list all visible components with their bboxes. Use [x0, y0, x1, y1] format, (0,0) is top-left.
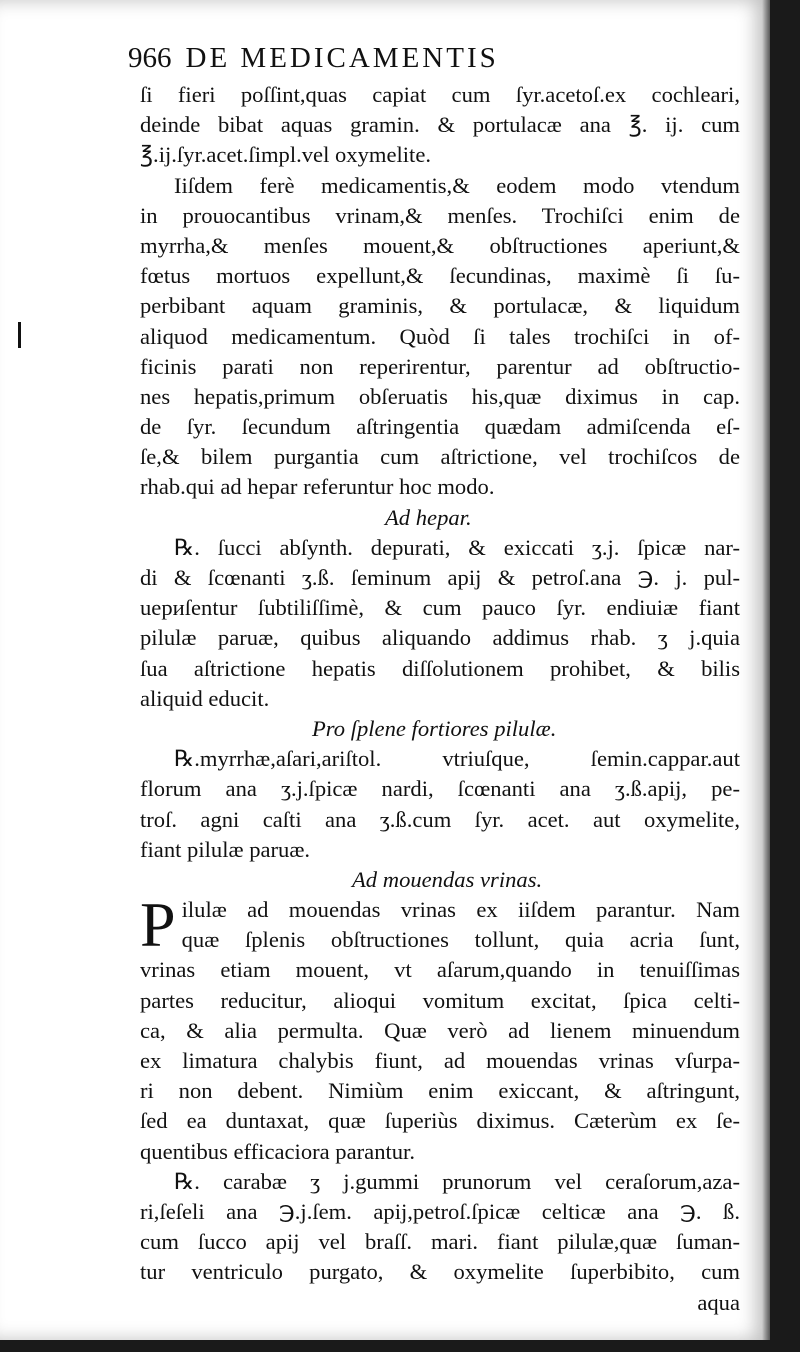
text-line: ℞. ſucci abſynth. depurati, & exiccati ʒ.j. ſpicæ nar- — [174, 534, 740, 560]
text-line: fœtus mortuos expellunt,& ſecundinas, maximè ſi ſu- — [140, 263, 740, 289]
text-line: pilulæ paruæ, quibus aliquando addimus rhab. ʒ j.quia — [140, 625, 740, 651]
text-line: perbibant aquam graminis, & portulacæ, & liquidum — [140, 293, 740, 319]
text-line: ſua aſtrictione hepatis diſſolutionem prohibet, & bilis — [140, 655, 740, 681]
text-line: ſe,& bilem purgantia cum aſtrictione, vel trochiſcos de — [140, 444, 740, 470]
text-line: ſi fieri poſſint,quas capiat cum ſyr.acetoſ.ex cochleari, — [140, 82, 740, 107]
text-line: ri,ſeſeli ana ℈.j.ſem. apij,petroſ.ſpicæ celticæ ana ℈. ß. — [140, 1198, 740, 1224]
text-line: uериſentur ſubtiliſſimè, & cum pauco ſyr. endiuiæ fiant — [140, 595, 740, 621]
text-line: cum ſucco apij vel braſſ. mari. fiant pilulæ,quæ ſuman- — [140, 1229, 740, 1255]
text-line: ℞. carabæ ʒ j.gummi prunorum vel ceraſorum,aza- — [174, 1168, 740, 1194]
text-line: rhab.qui ad hepar referuntur hoc modo. — [140, 474, 495, 500]
running-header — [128, 42, 688, 75]
catchword: aqua — [697, 1289, 740, 1315]
text-line: de ſyr. ſecundum aſtringentia quædam admiſcenda eſ- — [140, 414, 740, 440]
body-text — [140, 80, 740, 1318]
text-line: aliquid educit. — [140, 685, 270, 711]
section-heading: Ad mouendas vrinas. — [352, 866, 543, 892]
text-line: ilulæ ad mouendas vrinas ex iiſdem parantur. Nam — [181, 897, 740, 923]
text-line: ca, & alia permulta. Quæ verò ad lienem minuendum — [140, 1017, 740, 1043]
dropcap-paragraph — [140, 889, 740, 961]
section-heading: Ad hepar. — [385, 504, 472, 530]
text-line: myrrha,& menſes mouent,& obſtructiones aperiunt,& — [140, 232, 740, 258]
text-line: deinde bibat aquas gramin. & portulacæ ana ℥. ij. cum — [140, 112, 740, 138]
text-line: ſed ea duntaxat, quæ ſuperiùs diximus. Cæterùm ex ſe- — [140, 1108, 740, 1134]
text-line: ri non debent. Nimiùm enim exiccant, & aſtringunt, — [140, 1078, 740, 1104]
text-line: fiant pilulæ paruæ. — [140, 836, 311, 862]
text-line: ℥.ij.ſyr.acet.ſimpl.vel oxymelite. — [140, 142, 432, 168]
text-line: Iiſdem ferè medicamentis,& eodem modo vtendum — [174, 172, 740, 198]
page-number: 966 — [128, 42, 172, 74]
text-line: ℞.myrrhæ,aſari,ariſtol. vtriuſque, ſemin.cappar.aut — [174, 746, 740, 772]
text-line: florum ana ʒ.j.ſpicæ nardi, ſcœnanti ana ʒ.ß.apij, pe- — [140, 776, 740, 802]
margin-mark — [18, 322, 21, 348]
text-line: aliquod medicamentum. Quòd ſi tales trochiſci in of- — [140, 323, 740, 349]
text-line: partes reducitur, alioqui vomitum excitat, ſpica celti- — [140, 987, 740, 1013]
text-line: ficinis parati non reperirentur, parentur ad obſtructio- — [140, 353, 740, 379]
section-heading: Pro ſplene fortiores pilulæ. — [312, 715, 557, 741]
text-line: vrinas etiam mouent, vt aſarum,quando in tenuiſſimas — [140, 957, 740, 983]
running-title: DE MEDICAMENTIS — [185, 42, 499, 74]
text-line: nes hepatis,primum obſeruatis his,quæ diximus in cap. — [140, 383, 740, 409]
text-line: ex limatura chalybis fiunt, ad mouendas vrinas vſurpa- — [140, 1048, 740, 1073]
text-line: quentibus efficaciora parantur. — [140, 1138, 415, 1164]
text-line: troſ. agni caſti ana ʒ.ß.cum ſyr. acet. aut oxymelite, — [140, 806, 740, 832]
text-line: tur ventriculo purgato, & oxymelite ſuperbibito, cum — [140, 1259, 740, 1285]
drop-capital: P — [140, 889, 176, 961]
text-line: in prouocantibus vrinam,& menſes. Trochiſci enim de — [140, 202, 740, 228]
text-line: di & ſcœnanti ʒ.ß. ſeminum apij & petroſ.ana ℈. j. pul- — [140, 565, 740, 590]
text-line: quæ ſplenis obſtructiones tollunt, quia acria ſunt, — [181, 927, 740, 953]
